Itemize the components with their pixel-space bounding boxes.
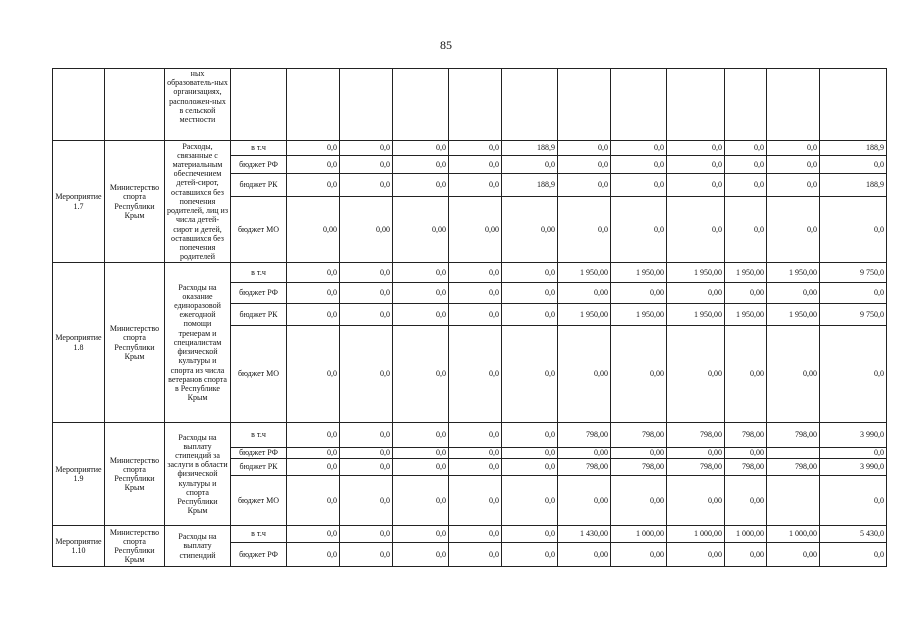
year-value: 798,00 <box>558 423 611 448</box>
funding-source: бюджет РФ <box>231 448 287 459</box>
year-value: 0,0 <box>287 526 340 543</box>
executor-name: Министерство спорта Республики Крым <box>105 141 165 263</box>
year-value: 0,0 <box>767 174 820 197</box>
empty-cell <box>820 69 887 141</box>
year-value: 0,00 <box>287 197 340 263</box>
year-value: 0,0 <box>449 174 502 197</box>
year-value: 0,0 <box>393 448 449 459</box>
event-description: Расходы на оказание единоразовой ежегодной помощи тренерам и специалистам физической культуры и спорта из числа ветеранов спорта в Республике Крым <box>165 263 231 423</box>
year-value: 798,00 <box>767 423 820 448</box>
total-value: 3 990,0 <box>820 459 887 476</box>
year-value: 0,0 <box>393 543 449 567</box>
year-value: 0,00 <box>558 283 611 304</box>
year-value: 0,00 <box>725 543 767 567</box>
year-value: 0,0 <box>287 476 340 526</box>
total-value: 0,0 <box>820 476 887 526</box>
event-description: Расходы, связанные с материальным обеспечением детей-сирот, оставшихся без попечения родителей, лиц из числа детей-сирот и детей, оставшихся без попечения родителей <box>165 141 231 263</box>
year-value: 0,0 <box>340 476 393 526</box>
year-value: 188,9 <box>502 141 558 156</box>
year-value: 0,0 <box>340 543 393 567</box>
year-value: 0,00 <box>725 448 767 459</box>
empty-cell <box>611 69 667 141</box>
year-value: 188,9 <box>502 174 558 197</box>
year-value: 0,0 <box>287 543 340 567</box>
year-value: 0,0 <box>449 459 502 476</box>
year-value: 0,0 <box>502 543 558 567</box>
year-value: 0,0 <box>340 423 393 448</box>
empty-cell <box>393 69 449 141</box>
year-value: 0,0 <box>287 263 340 283</box>
year-value: 0,0 <box>611 141 667 156</box>
year-value: 0,0 <box>502 326 558 423</box>
year-value: 798,00 <box>767 459 820 476</box>
year-value: 1 950,00 <box>767 263 820 283</box>
year-value: 0,00 <box>611 326 667 423</box>
empty-cell <box>767 69 820 141</box>
year-value: 0,0 <box>558 174 611 197</box>
empty-cell <box>502 69 558 141</box>
funding-source: бюджет МО <box>231 197 287 263</box>
year-value: 1 950,00 <box>667 304 725 326</box>
empty-cell <box>105 69 165 141</box>
year-value: 0,0 <box>449 141 502 156</box>
year-value: 0,00 <box>558 543 611 567</box>
year-value: 0,0 <box>393 156 449 174</box>
year-value: 0,0 <box>340 304 393 326</box>
year-value: 0,0 <box>340 526 393 543</box>
year-value: 0,0 <box>393 141 449 156</box>
total-value: 9 750,0 <box>820 263 887 283</box>
year-value: 0,0 <box>558 156 611 174</box>
total-value: 188,9 <box>820 174 887 197</box>
year-value: 0,0 <box>667 174 725 197</box>
year-value: 0,0 <box>449 543 502 567</box>
year-value: 0,0 <box>667 197 725 263</box>
event-name: Мероприятие 1.8 <box>53 263 105 423</box>
budget-table-body <box>53 69 887 567</box>
year-value: 0,0 <box>502 476 558 526</box>
year-value: 0,00 <box>611 543 667 567</box>
year-value: 0,0 <box>340 459 393 476</box>
year-value: 1 000,00 <box>725 526 767 543</box>
table-row <box>53 263 887 283</box>
page-number: 85 <box>440 38 452 52</box>
year-value: 1 950,00 <box>558 304 611 326</box>
year-value: 1 950,00 <box>667 263 725 283</box>
year-value <box>767 448 820 459</box>
year-value: 0,0 <box>611 156 667 174</box>
year-value: 0,00 <box>725 476 767 526</box>
table-row-continuation <box>53 69 887 141</box>
year-value: 0,00 <box>767 283 820 304</box>
year-value: 798,00 <box>725 423 767 448</box>
year-value: 0,0 <box>449 476 502 526</box>
year-value: 1 950,00 <box>767 304 820 326</box>
year-value: 0,0 <box>449 526 502 543</box>
year-value: 0,0 <box>287 459 340 476</box>
year-value: 0,00 <box>667 283 725 304</box>
year-value: 0,0 <box>558 197 611 263</box>
year-value: 0,0 <box>502 459 558 476</box>
year-value: 0,0 <box>340 263 393 283</box>
funding-source: бюджет МО <box>231 326 287 423</box>
year-value: 798,00 <box>558 459 611 476</box>
year-value: 0,0 <box>340 448 393 459</box>
year-value: 1 000,00 <box>667 526 725 543</box>
funding-source: бюджет РФ <box>231 283 287 304</box>
year-value: 0,0 <box>725 174 767 197</box>
year-value: 0,0 <box>287 304 340 326</box>
year-value: 1 000,00 <box>767 526 820 543</box>
total-value: 0,0 <box>820 283 887 304</box>
event-name: Мероприятие 1.7 <box>53 141 105 263</box>
year-value: 1 950,00 <box>611 304 667 326</box>
year-value: 0,0 <box>449 283 502 304</box>
year-value: 0,0 <box>393 304 449 326</box>
year-value: 0,0 <box>340 174 393 197</box>
year-value: 0,0 <box>449 423 502 448</box>
funding-source: в т.ч <box>231 423 287 448</box>
funding-source: бюджет РК <box>231 304 287 326</box>
year-value: 798,00 <box>667 459 725 476</box>
year-value: 0,00 <box>667 476 725 526</box>
year-value: 0,0 <box>287 326 340 423</box>
year-value: 1 950,00 <box>725 263 767 283</box>
empty-cell <box>53 69 105 141</box>
year-value: 0,0 <box>449 304 502 326</box>
year-value: 0,00 <box>667 543 725 567</box>
year-value: 0,00 <box>611 476 667 526</box>
year-value: 0,0 <box>393 459 449 476</box>
empty-cell <box>340 69 393 141</box>
year-value: 0,0 <box>393 263 449 283</box>
year-value: 0,0 <box>725 197 767 263</box>
year-value: 1 950,00 <box>558 263 611 283</box>
year-value: 0,0 <box>725 156 767 174</box>
year-value: 0,0 <box>502 448 558 459</box>
year-value: 0,00 <box>558 476 611 526</box>
year-value: 0,0 <box>340 283 393 304</box>
year-value: 0,00 <box>611 448 667 459</box>
year-value: 0,00 <box>502 197 558 263</box>
year-value: 0,00 <box>667 326 725 423</box>
empty-cell <box>287 69 340 141</box>
total-value: 3 990,0 <box>820 423 887 448</box>
empty-cell <box>558 69 611 141</box>
year-value: 0,00 <box>767 326 820 423</box>
year-value: 0,0 <box>667 156 725 174</box>
funding-source: бюджет РК <box>231 459 287 476</box>
year-value: 0,00 <box>767 543 820 567</box>
total-value: 0,0 <box>820 326 887 423</box>
year-value: 0,0 <box>449 263 502 283</box>
year-value: 0,0 <box>558 141 611 156</box>
year-value: 0,0 <box>393 476 449 526</box>
table-row <box>53 423 887 448</box>
funding-source: бюджет МО <box>231 476 287 526</box>
year-value: 0,0 <box>502 526 558 543</box>
continued-description: ных образователь-ных организациях, расположен-ных в сельской местности <box>165 69 231 141</box>
total-value: 0,0 <box>820 448 887 459</box>
table-row <box>53 526 887 543</box>
year-value: 0,00 <box>725 283 767 304</box>
year-value: 798,00 <box>611 459 667 476</box>
total-value: 0,0 <box>820 543 887 567</box>
year-value: 798,00 <box>611 423 667 448</box>
funding-source: в т.ч <box>231 263 287 283</box>
year-value: 0,0 <box>502 263 558 283</box>
year-value: 1 430,00 <box>558 526 611 543</box>
year-value: 0,0 <box>611 197 667 263</box>
year-value: 0,00 <box>449 197 502 263</box>
year-value: 798,00 <box>667 423 725 448</box>
event-name: Мероприятие 1.9 <box>53 423 105 526</box>
year-value: 0,0 <box>449 156 502 174</box>
year-value: 0,0 <box>767 156 820 174</box>
year-value: 0,0 <box>287 283 340 304</box>
funding-source: в т.ч <box>231 526 287 543</box>
year-value: 0,0 <box>393 174 449 197</box>
total-value: 0,0 <box>820 197 887 263</box>
event-description: Расходы на выплату стипендий за заслуги в области физической культуры и спорта Республики Крым <box>165 423 231 526</box>
year-value: 0,0 <box>340 141 393 156</box>
year-value: 0,0 <box>287 448 340 459</box>
year-value: 0,0 <box>502 156 558 174</box>
event-name: Мероприятие 1.10 <box>53 526 105 567</box>
executor-name: Министерство спорта Республики Крым <box>105 526 165 567</box>
empty-cell <box>231 69 287 141</box>
year-value: 0,0 <box>502 423 558 448</box>
total-value: 188,9 <box>820 141 887 156</box>
year-value: 0,0 <box>340 326 393 423</box>
table-row <box>53 141 887 156</box>
year-value: 0,00 <box>558 326 611 423</box>
empty-cell <box>667 69 725 141</box>
funding-source: бюджет РК <box>231 174 287 197</box>
year-value: 0,0 <box>767 197 820 263</box>
year-value: 0,0 <box>449 326 502 423</box>
year-value: 0,0 <box>667 141 725 156</box>
budget-table <box>52 68 887 567</box>
year-value: 1 950,00 <box>725 304 767 326</box>
year-value: 0,00 <box>725 326 767 423</box>
year-value: 1 950,00 <box>611 263 667 283</box>
year-value: 0,0 <box>449 448 502 459</box>
year-value: 798,00 <box>725 459 767 476</box>
year-value: 0,0 <box>287 141 340 156</box>
year-value: 0,0 <box>502 283 558 304</box>
year-value: 0,0 <box>725 141 767 156</box>
executor-name: Министерство спорта Республики Крым <box>105 263 165 423</box>
year-value: 0,0 <box>393 283 449 304</box>
total-value: 0,0 <box>820 156 887 174</box>
funding-source: бюджет РФ <box>231 543 287 567</box>
total-value: 5 430,0 <box>820 526 887 543</box>
year-value: 0,00 <box>611 283 667 304</box>
year-value: 0,00 <box>393 197 449 263</box>
year-value: 0,0 <box>611 174 667 197</box>
year-value: 0,0 <box>393 526 449 543</box>
executor-name: Министерство спорта Республики Крым <box>105 423 165 526</box>
year-value: 0,0 <box>767 141 820 156</box>
year-value: 0,0 <box>393 423 449 448</box>
empty-cell <box>449 69 502 141</box>
year-value: 1 000,00 <box>611 526 667 543</box>
year-value <box>767 476 820 526</box>
funding-source: бюджет РФ <box>231 156 287 174</box>
empty-cell <box>725 69 767 141</box>
total-value: 9 750,0 <box>820 304 887 326</box>
year-value: 0,0 <box>340 156 393 174</box>
year-value: 0,0 <box>287 423 340 448</box>
year-value: 0,00 <box>340 197 393 263</box>
year-value: 0,0 <box>502 304 558 326</box>
year-value: 0,00 <box>558 448 611 459</box>
event-description: Расходы на выплату стипендий <box>165 526 231 567</box>
year-value: 0,00 <box>667 448 725 459</box>
year-value: 0,0 <box>393 326 449 423</box>
year-value: 0,0 <box>287 156 340 174</box>
year-value: 0,0 <box>287 174 340 197</box>
funding-source: в т.ч <box>231 141 287 156</box>
